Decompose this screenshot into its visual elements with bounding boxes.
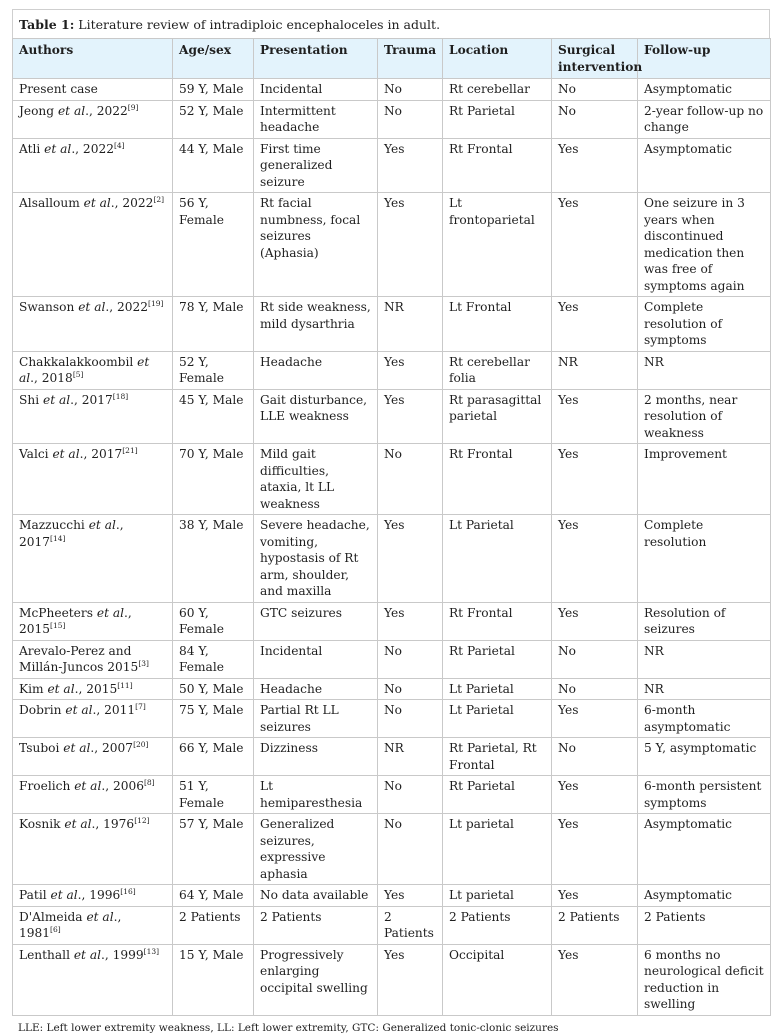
cell-authors (13, 100, 173, 138)
cell-presentation: Severe headache, vomiting, hypostasis of Rt arm, shoulder, and maxilla (254, 515, 378, 603)
table-row (13, 678, 771, 700)
author-etal: et al (73, 947, 101, 962)
author-year: ., 1981 (19, 909, 122, 940)
cell-presentation: GTC seizures (254, 602, 378, 640)
cell-presentation: No data available (254, 885, 378, 907)
cell-trauma: No (378, 100, 443, 138)
author-name: Kim (19, 681, 48, 696)
reference-number: [14] (50, 533, 66, 543)
cell-location: Rt Parietal, Rt Frontal (443, 738, 552, 776)
cell-trauma: NR (378, 297, 443, 352)
cell-surgical-intervention: Yes (552, 602, 638, 640)
cell-follow-up: 2-year follow-up no change (638, 100, 771, 138)
cell-location: Rt Frontal (443, 138, 552, 193)
cell-age-sex: 2 Patients (173, 906, 254, 944)
cell-follow-up: 6-month asymptomatic (638, 700, 771, 738)
author-name: Patil (19, 888, 51, 902)
cell-authors (13, 700, 173, 738)
reference-number: [8] (143, 777, 155, 787)
cell-trauma: Yes (378, 515, 443, 603)
cell-surgical-intervention: Yes (552, 814, 638, 885)
cell-follow-up: 2 months, near resolution of weakness (638, 389, 771, 444)
cell-presentation: Lt hemiparesthesia (254, 776, 378, 814)
table-row (13, 640, 771, 678)
table-row (13, 906, 771, 944)
reference-number: [11] (117, 680, 133, 690)
reference-number: [9] (127, 102, 139, 112)
cell-presentation: Headache (254, 678, 378, 700)
author-year: ., 2022 (105, 300, 149, 314)
author-etal: et al (50, 888, 78, 902)
cell-location: Lt Parietal (443, 678, 552, 700)
author-name: Swanson (19, 300, 79, 314)
table-row (13, 944, 771, 1015)
cell-age-sex: 75 Y, Male (173, 700, 254, 738)
cell-location: Rt Frontal (443, 602, 552, 640)
column-header-trauma: Trauma (378, 39, 443, 79)
cell-trauma: Yes (378, 193, 443, 297)
cell-authors (13, 944, 173, 1015)
cell-surgical-intervention: Yes (552, 944, 638, 1015)
cell-surgical-intervention: No (552, 678, 638, 700)
cell-presentation: Partial Rt LL seizures (254, 700, 378, 738)
cell-age-sex: 50 Y, Male (173, 678, 254, 700)
author-year: ., 2022 (110, 196, 154, 210)
author-year: ., 2015 (74, 681, 118, 696)
caption-text: Literature review of intradiploic encephaloceles in adult. (74, 17, 441, 32)
cell-follow-up: 2 Patients (638, 906, 771, 944)
cell-trauma: Yes (378, 944, 443, 1015)
table-row (13, 389, 771, 444)
cell-authors (13, 297, 173, 352)
table-row (13, 444, 771, 515)
cell-surgical-intervention: Yes (552, 444, 638, 515)
cell-age-sex: 44 Y, Male (173, 138, 254, 193)
table-row (13, 351, 771, 389)
cell-follow-up: 6 months no neurological deficit reduction in swelling (638, 944, 771, 1015)
author-year: ., 2022 (85, 103, 128, 118)
header-row (13, 39, 771, 79)
author-year: ., 2018 (30, 371, 73, 385)
cell-authors (13, 814, 173, 885)
author-name: Atli (19, 141, 45, 156)
reference-number: [15] (50, 620, 66, 630)
cell-surgical-intervention: NR (552, 351, 638, 389)
reference-number: [7] (135, 701, 146, 711)
cell-surgical-intervention: Yes (552, 515, 638, 603)
cell-location: Rt Parietal (443, 640, 552, 678)
cell-location: Rt Parietal (443, 776, 552, 814)
author-etal: et al (74, 779, 102, 793)
column-header-surgical-intervention: Surgical intervention (552, 39, 638, 79)
author-etal: et al (78, 300, 106, 314)
cell-authors (13, 602, 173, 640)
cell-presentation: Incidental (254, 640, 378, 678)
author-etal: et al (19, 354, 150, 385)
cell-age-sex: 52 Y, Male (173, 100, 254, 138)
reference-number: [13] (143, 946, 160, 956)
table-row (13, 100, 771, 138)
cell-surgical-intervention: Yes (552, 700, 638, 738)
table-row (13, 700, 771, 738)
table-row (13, 515, 771, 603)
cell-trauma: No (378, 678, 443, 700)
author-year: ., 2017 (79, 447, 123, 461)
cell-presentation: Mild gait difficulties, ataxia, lt LL weakness (254, 444, 378, 515)
author-etal: et al (52, 447, 80, 461)
cell-surgical-intervention: 2 Patients (552, 906, 638, 944)
author-year: ., 2007 (90, 741, 134, 755)
reference-number: [3] (138, 658, 149, 668)
cell-authors (13, 389, 173, 444)
table-row (13, 138, 771, 193)
reference-number: [16] (120, 886, 136, 896)
cell-age-sex: 66 Y, Male (173, 738, 254, 776)
reference-number: [21] (122, 445, 138, 455)
cell-location: Occipital (443, 944, 552, 1015)
literature-table (12, 38, 771, 1016)
author-name: Shi (19, 392, 43, 407)
cell-trauma: No (378, 640, 443, 678)
author-etal: et al (57, 103, 86, 118)
cell-follow-up: Asymptomatic (638, 79, 771, 101)
cell-follow-up: Asymptomatic (638, 885, 771, 907)
author-etal: et al (88, 518, 116, 532)
author-year: ., 2022 (71, 141, 114, 156)
cell-location: 2 Patients (443, 906, 552, 944)
cell-follow-up: Complete resolution of symptoms (638, 297, 771, 352)
cell-follow-up: Asymptomatic (638, 814, 771, 885)
author-etal: et al (44, 141, 72, 156)
cell-trauma: Yes (378, 885, 443, 907)
reference-number: [20] (133, 739, 149, 749)
cell-follow-up: Complete resolution (638, 515, 771, 603)
cell-surgical-intervention: Yes (552, 297, 638, 352)
cell-location: Lt parietal (443, 885, 552, 907)
cell-authors (13, 79, 173, 101)
cell-age-sex: 59 Y, Male (173, 79, 254, 101)
author-year: ., 2017 (19, 518, 124, 549)
cell-follow-up: Resolution of seizures (638, 602, 771, 640)
cell-surgical-intervention: Yes (552, 776, 638, 814)
cell-age-sex: 45 Y, Male (173, 389, 254, 444)
cell-authors (13, 885, 173, 907)
cell-follow-up: 6-month persistent symptoms (638, 776, 771, 814)
cell-follow-up: NR (638, 351, 771, 389)
table-row (13, 885, 771, 907)
cell-trauma: No (378, 700, 443, 738)
cell-age-sex: 60 Y, Female (173, 602, 254, 640)
cell-authors (13, 738, 173, 776)
cell-age-sex: 78 Y, Male (173, 297, 254, 352)
author-name: Arevalo-Perez and Millán-Juncos 2015 (19, 643, 139, 674)
table-row (13, 814, 771, 885)
cell-authors (13, 776, 173, 814)
cell-trauma: Yes (378, 602, 443, 640)
cell-follow-up: One seizure in 3 years when discontinued medication then was free of symptoms again (638, 193, 771, 297)
reference-number: [18] (112, 391, 129, 401)
cell-surgical-intervention: No (552, 79, 638, 101)
cell-presentation: 2 Patients (254, 906, 378, 944)
cell-trauma: No (378, 79, 443, 101)
cell-follow-up: Improvement (638, 444, 771, 515)
cell-age-sex: 15 Y, Male (173, 944, 254, 1015)
author-name: Jeong (19, 103, 58, 118)
cell-location: Rt Frontal (443, 444, 552, 515)
table-footnote: LLE: Left lower extremity weakness, LL: Left lower extremity, GTC: Generalized tonic-clonic seizures (18, 1021, 559, 1034)
author-year: ., 2011 (92, 703, 136, 717)
cell-surgical-intervention: No (552, 100, 638, 138)
author-year: ., 2015 (19, 605, 132, 636)
reference-number: [19] (148, 298, 164, 308)
cell-age-sex: 51 Y, Female (173, 776, 254, 814)
author-name: Present case (19, 82, 98, 96)
author-name: D'Almeida (19, 909, 87, 924)
cell-presentation: Dizziness (254, 738, 378, 776)
author-etal: et al (42, 392, 71, 407)
cell-presentation: First time generalized seizure (254, 138, 378, 193)
cell-follow-up: 5 Y, asymptomatic (638, 738, 771, 776)
cell-follow-up: NR (638, 640, 771, 678)
cell-presentation: Generalized seizures, expressive aphasia (254, 814, 378, 885)
author-etal: et al (47, 681, 75, 696)
author-name: Dobrin (19, 703, 66, 717)
cell-surgical-intervention: No (552, 738, 638, 776)
table-figure (12, 9, 770, 1034)
cell-presentation: Intermittent headache (254, 100, 378, 138)
column-header-authors: Authors (13, 39, 173, 79)
cell-location: Rt cerebellar (443, 79, 552, 101)
caption-label: Table 1: (19, 17, 75, 32)
author-name: Valci (19, 447, 53, 461)
cell-trauma: NR (378, 738, 443, 776)
author-name: Alsalloum (19, 196, 84, 210)
cell-trauma: Yes (378, 138, 443, 193)
cell-follow-up: NR (638, 678, 771, 700)
cell-authors (13, 678, 173, 700)
author-name: Lenthall (19, 947, 74, 962)
column-header-age-sex: Age/sex (173, 39, 254, 79)
column-header-location: Location (443, 39, 552, 79)
cell-trauma: No (378, 814, 443, 885)
cell-surgical-intervention: Yes (552, 193, 638, 297)
reference-number: [12] (134, 815, 150, 825)
cell-location: Lt parietal (443, 814, 552, 885)
reference-number: [2] (153, 194, 165, 204)
cell-location: Lt Parietal (443, 515, 552, 603)
author-year: ., 2017 (70, 392, 113, 407)
cell-presentation: Progressively enlarging occipital swelling (254, 944, 378, 1015)
cell-authors (13, 515, 173, 603)
cell-surgical-intervention: Yes (552, 138, 638, 193)
cell-follow-up: Asymptomatic (638, 138, 771, 193)
cell-surgical-intervention: No (552, 640, 638, 678)
table-row (13, 193, 771, 297)
cell-presentation: Rt side weakness, mild dysarthria (254, 297, 378, 352)
cell-trauma: 2 Patients (378, 906, 443, 944)
table-row (13, 79, 771, 101)
cell-surgical-intervention: Yes (552, 885, 638, 907)
table-row (13, 602, 771, 640)
cell-location: Lt frontoparietal (443, 193, 552, 297)
table-caption (12, 9, 770, 38)
author-etal: et al (86, 909, 114, 924)
cell-trauma: No (378, 776, 443, 814)
cell-authors (13, 640, 173, 678)
cell-authors (13, 351, 173, 389)
reference-number: [4] (113, 140, 125, 150)
cell-age-sex: 57 Y, Male (173, 814, 254, 885)
cell-location: Lt Frontal (443, 297, 552, 352)
cell-presentation: Headache (254, 351, 378, 389)
cell-age-sex: 84 Y, Female (173, 640, 254, 678)
cell-surgical-intervention: Yes (552, 389, 638, 444)
cell-presentation: Rt facial numbness, focal seizures (Aphasia) (254, 193, 378, 297)
author-name: Kosnik (19, 817, 65, 831)
table-header (13, 39, 771, 79)
author-year: ., 1996 (77, 888, 121, 902)
cell-age-sex: 52 Y, Female (173, 351, 254, 389)
cell-age-sex: 64 Y, Male (173, 885, 254, 907)
author-name: Mazzucchi (19, 518, 89, 532)
table-row (13, 297, 771, 352)
author-etal: et al (96, 605, 125, 620)
cell-authors (13, 444, 173, 515)
table-row (13, 738, 771, 776)
column-header-presentation: Presentation (254, 39, 378, 79)
cell-location: Rt parasagittal parietal (443, 389, 552, 444)
author-etal: et al (64, 817, 92, 831)
table-body (13, 79, 771, 1016)
cell-age-sex: 38 Y, Male (173, 515, 254, 603)
cell-location: Rt cerebellar folia (443, 351, 552, 389)
cell-age-sex: 56 Y, Female (173, 193, 254, 297)
author-year: ., 1999 (101, 947, 144, 962)
cell-trauma: Yes (378, 351, 443, 389)
cell-location: Lt Parietal (443, 700, 552, 738)
cell-presentation: Incidental (254, 79, 378, 101)
cell-age-sex: 70 Y, Male (173, 444, 254, 515)
reference-number: [5] (72, 369, 84, 379)
cell-authors (13, 193, 173, 297)
cell-trauma: No (378, 444, 443, 515)
cell-authors (13, 138, 173, 193)
author-etal: et al (63, 741, 91, 755)
author-year: ., 1976 (91, 817, 135, 831)
author-name: Froelich (19, 779, 75, 793)
reference-number: [6] (50, 924, 61, 934)
author-etal: et al (65, 703, 93, 717)
author-year: ., 2006 (101, 779, 144, 793)
table-row (13, 776, 771, 814)
cell-location: Rt Parietal (443, 100, 552, 138)
column-header-follow-up: Follow-up (638, 39, 771, 79)
cell-presentation: Gait disturbance, LLE weakness (254, 389, 378, 444)
author-name: McPheeters (19, 605, 97, 620)
cell-trauma: Yes (378, 389, 443, 444)
author-name: Tsuboi (19, 741, 64, 755)
author-name: Chakkalakkoombil (19, 354, 138, 369)
author-etal: et al (83, 196, 111, 210)
cell-authors (13, 906, 173, 944)
